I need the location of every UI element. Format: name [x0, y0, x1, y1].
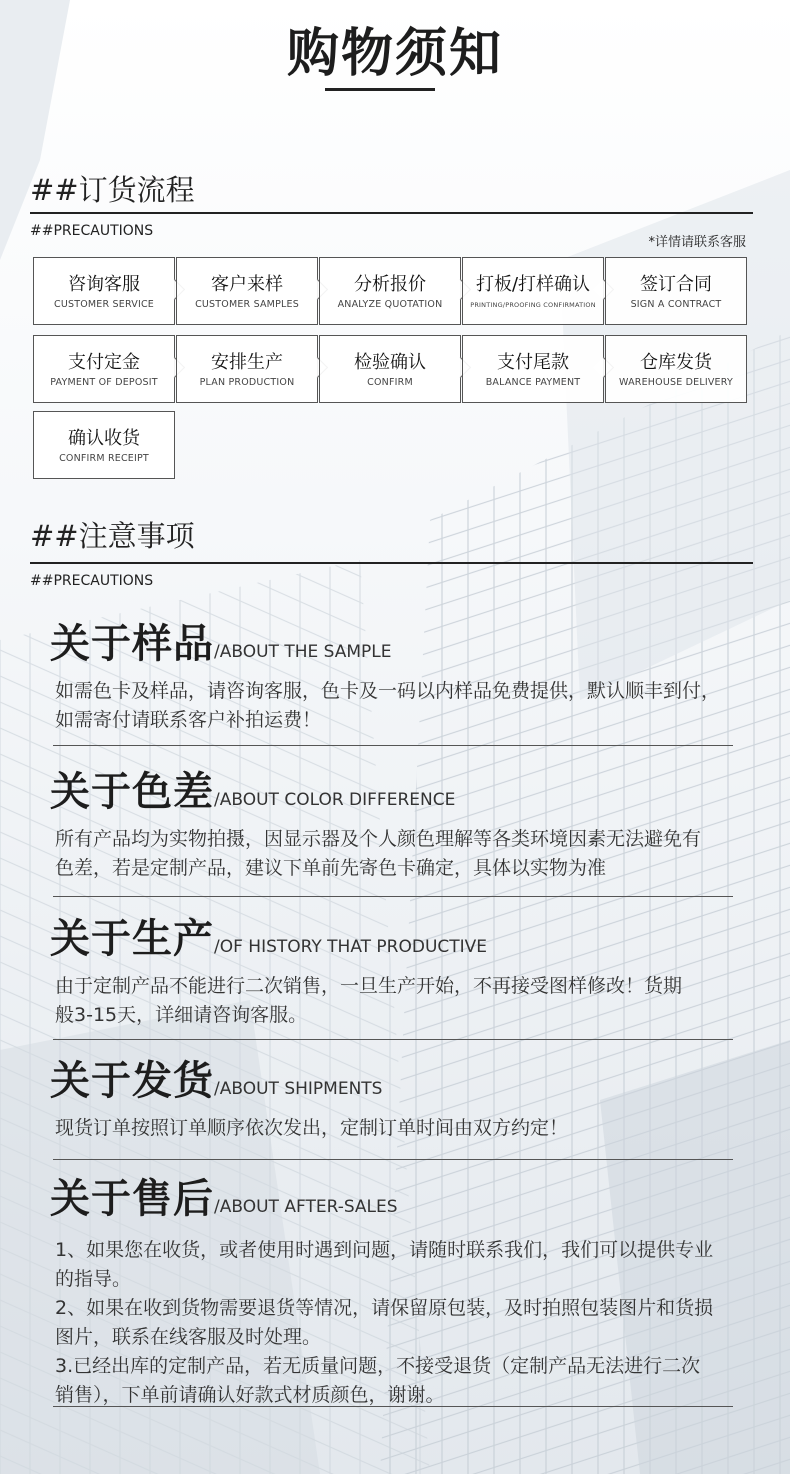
step-label-en: BALANCE PAYMENT	[485, 377, 581, 388]
notice-line: 1、如果您在收货，或者使用时遇到问题，请随时联系我们，我们可以提供专业	[55, 1239, 714, 1261]
notice-line: 现货订单按照订单顺序依次发出，定制订单时间由双方约定！	[55, 1117, 569, 1139]
step-confirm	[319, 335, 461, 403]
notice-item-title	[50, 914, 750, 972]
step-label-en: WAREHOUSE DELIVERY	[619, 377, 733, 388]
item-divider	[53, 1039, 733, 1040]
step-label: 确认收货	[68, 428, 140, 449]
notice-divider	[30, 562, 753, 564]
notice-line: 般3-15天，详细请咨询客服。	[55, 1004, 308, 1026]
step-warehouse-delivery	[605, 335, 747, 403]
notice-item-after-sales	[50, 1174, 750, 1410]
notice-item-production	[50, 914, 750, 1030]
notice-item-body	[55, 677, 750, 735]
notice-title-cn: 关于生产	[50, 916, 214, 962]
step-label-en: PAYMENT OF DEPOSIT	[50, 377, 158, 388]
step-label-en: ANALYZE QUOTATION	[337, 299, 443, 310]
notice-line: 的指导。	[55, 1268, 132, 1290]
step-label-en: CONFIRM	[367, 377, 413, 388]
notice-line: 所有产品均为实物拍摄，因显示器及个人颜色理解等各类环境因素无法避免有	[55, 828, 702, 850]
step-label: 分析报价	[354, 274, 426, 295]
notice-item-title	[50, 767, 750, 825]
notice-item-body	[55, 1236, 750, 1410]
contact-note: *详情请联系客服	[648, 235, 746, 250]
notice-title-en: /ABOUT SHIPMENTS	[214, 1079, 383, 1099]
notice-title-en: /OF HISTORY THAT PRODUCTIVE	[214, 937, 488, 957]
step-payment-deposit	[33, 335, 175, 403]
step-plan-production	[176, 335, 318, 403]
item-divider	[53, 896, 733, 897]
notice-line: 色差，若是定制产品，建议下单前先寄色卡确定，具体以实物为准	[55, 857, 607, 879]
notice-line: 图片，联系在线客服及时处理。	[55, 1326, 322, 1348]
item-divider	[53, 745, 733, 746]
notice-title-cn: 关于色差	[50, 769, 214, 815]
step-label: 打板/打样确认	[475, 274, 591, 295]
step-label: 签订合同	[640, 274, 712, 295]
order-process-heading: ##订货流程	[30, 173, 195, 207]
notice-title-cn: 关于样品	[50, 621, 214, 667]
step-label: 客户来样	[211, 274, 283, 295]
notice-line: 3.已经出库的定制产品，若无质量问题，不接受退货（定制产品无法进行二次	[55, 1355, 701, 1377]
step-confirm-receipt	[33, 411, 175, 479]
notice-heading: ##注意事项	[30, 519, 195, 553]
item-divider	[53, 1406, 733, 1407]
step-balance-payment	[462, 335, 604, 403]
step-label-en: CUSTOMER SERVICE	[54, 299, 154, 310]
notice-title-cn: 关于发货	[50, 1058, 214, 1104]
step-analyze-quotation	[319, 257, 461, 325]
step-label: 仓库发货	[640, 352, 712, 373]
notice-title-en: /ABOUT AFTER-SALES	[214, 1197, 398, 1217]
step-consult-service	[33, 257, 175, 325]
notice-item-title	[50, 1174, 750, 1232]
step-label: 支付尾款	[497, 352, 569, 373]
order-process-divider	[30, 212, 753, 214]
notice-item-color	[50, 767, 750, 883]
notice-item-body	[55, 972, 750, 1030]
step-label: 咨询客服	[68, 274, 140, 295]
step-label: 安排生产	[211, 352, 283, 373]
notice-subheading: ##PRECAUTIONS	[30, 573, 154, 589]
notice-title-en: /ABOUT COLOR DIFFERENCE	[214, 790, 456, 810]
notice-item-body	[55, 1114, 750, 1143]
notice-item-body	[55, 825, 750, 883]
step-label-en: CUSTOMER SAMPLES	[195, 299, 299, 310]
notice-line: 如需色卡及样品，请咨询客服，色卡及一码以内样品免费提供，默认顺丰到付，	[55, 680, 721, 702]
step-label: 支付定金	[68, 352, 140, 373]
step-label-en: CONFIRM RECEIPT	[59, 453, 149, 464]
step-label-en: SIGN A CONTRACT	[630, 299, 722, 310]
notice-line: 如需寄付请联系客户补拍运费！	[55, 709, 322, 731]
notice-title-cn: 关于售后	[50, 1176, 214, 1222]
step-label-en: PRINTING/PROOFING CONFIRMATION	[470, 301, 596, 309]
order-process-subheading: ##PRECAUTIONS	[30, 223, 154, 239]
notice-item-shipments	[50, 1056, 750, 1143]
step-proofing-confirmation	[462, 257, 604, 325]
step-sign-contract	[605, 257, 747, 325]
notice-line: 由于定制产品不能进行二次销售，一旦生产开始，不再接受图样修改！货期	[55, 975, 683, 997]
item-divider	[53, 1159, 733, 1160]
step-label: 检验确认	[354, 352, 426, 373]
page-title: 购物须知	[286, 24, 503, 84]
notice-item-title	[50, 619, 750, 677]
notice-line: 销售），下单前请确认好款式材质颜色，谢谢。	[55, 1384, 445, 1406]
title-underline	[325, 88, 435, 91]
step-label-en: PLAN PRODUCTION	[199, 377, 295, 388]
step-customer-samples	[176, 257, 318, 325]
notice-title-en: /ABOUT THE SAMPLE	[214, 642, 392, 662]
notice-line: 2、如果在收到货物需要退货等情况，请保留原包装，及时拍照包装图片和货损	[55, 1297, 714, 1319]
notice-item-title	[50, 1056, 750, 1114]
notice-item-sample	[50, 619, 750, 735]
